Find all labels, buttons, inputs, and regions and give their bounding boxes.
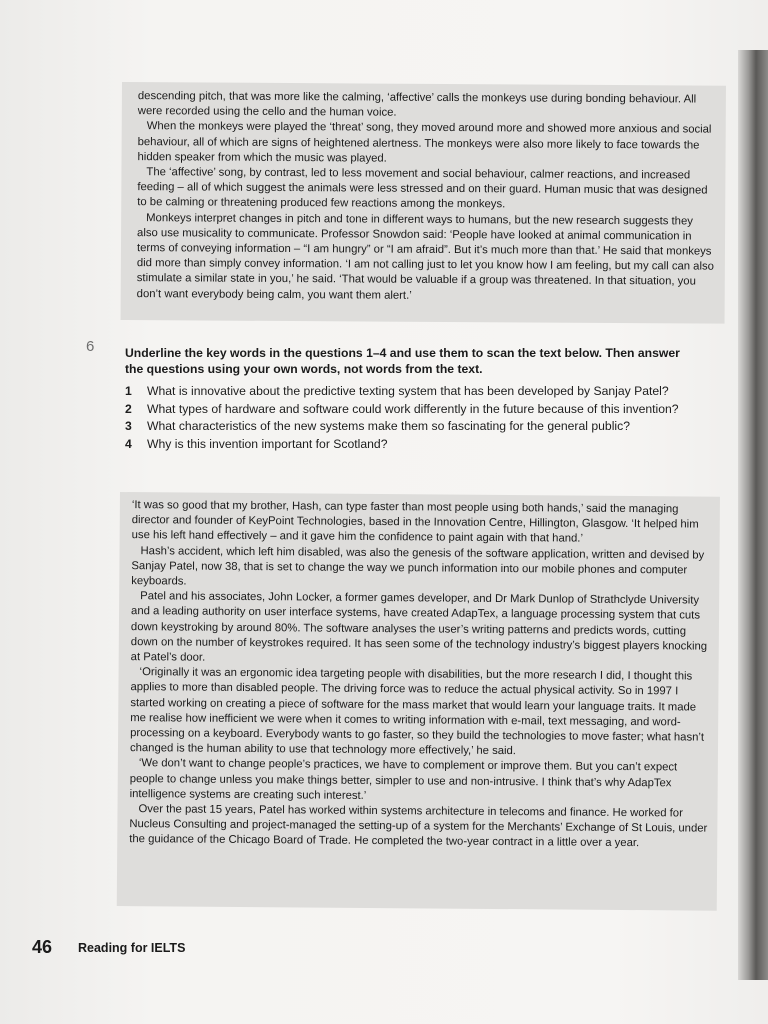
question-text: Why is this invention important for Scotland? bbox=[147, 436, 388, 451]
passage2-paragraph: ‘It was so good that my brother, Hash, can type faster than most people using both hands,’ said the managing director and founder of KeyPoint Technologies, based in the Innovation Centre, Hillington, Glasgow. ‘It helped him use his left hand effectively – and it gave him the confidence to paint again with that hand.’ bbox=[131, 499, 699, 546]
question-item bbox=[125, 437, 705, 453]
question-text: What types of hardware and software could work differently in the future because of this invention? bbox=[147, 401, 679, 416]
question-number: 2 bbox=[125, 401, 132, 416]
question-number: 4 bbox=[125, 436, 132, 451]
passage2-paragraph: ‘We don’t want to change people’s practices, we have to complement or improve them. But you can’t expect people to change unless you make things better, simpler to use and non-intrusive. I think that’s why AdapTex intelligence systems are creating such interest.’ bbox=[129, 757, 678, 802]
page-number: 46 bbox=[32, 937, 53, 957]
question-number: 1 bbox=[125, 384, 132, 398]
question-list bbox=[125, 384, 705, 454]
passage2-paragraph: Over the past 15 years, Patel has worked within systems architecture in telecoms and finance. He worked for Nucleus Consulting and project-managed the setting-up of a system for the Merchants’ Exchange of St Louis, under the guidance of the Chicago Board of Trade. He completed the two-year contract in a little over a year. bbox=[129, 803, 708, 850]
passage-adaptex bbox=[117, 492, 720, 911]
question-number: 3 bbox=[125, 419, 132, 433]
question-text: What characteristics of the new systems make them so fascinating for the general public? bbox=[147, 419, 630, 433]
question-item bbox=[125, 402, 705, 418]
book-spine-shadow bbox=[738, 50, 768, 980]
exercise-instruction: Underline the key words in the questions 1–4 and use them to scan the text below. Then answer the questions using your own words, not words from the text. bbox=[125, 346, 680, 376]
passage1-paragraph: descending pitch, that was more like the calming, ‘affective’ calls the monkeys use during bonding behaviour. All were recorded using the cello and the human voice. bbox=[137, 90, 697, 119]
exercise-number: 6 bbox=[86, 338, 95, 355]
question-item bbox=[125, 419, 705, 435]
passage2-paragraph: Patel and his associates, John Locker, a former games developer, and Dr Mark Dunlop of Strathclyde University and a leading authority on user interface systems, have created AdapTex, a language processing system that cuts down keystroking by around 80%. The software analyses the user’s writing patterns and predicts words, cutting down on the number of keystrokes required. It has seen some of the technology industry’s biggest players knocking at Patel’s door. bbox=[130, 590, 708, 664]
question-item bbox=[125, 384, 705, 400]
passage2-paragraph: Hash’s accident, which left him disabled, was also the genesis of the software application, written and devised by Sanjay Patel, now 38, that is set to change the way we punch information into our mobile phones and computer keyboards. bbox=[131, 544, 705, 588]
passage-monkeys bbox=[121, 82, 726, 324]
question-text: What is innovative about the predictive texting system that has been developed by Sanjay Patel? bbox=[147, 384, 669, 398]
book-title: Reading for IELTS bbox=[78, 941, 186, 955]
passage2-paragraph: ‘Originally it was an ergonomic idea targeting people with disabilities, but the more research I did, I thought this applies to more than disabled people. The driving force was to reduce the actual physical activity. So in 1997 I started working on creating a piece of software for the mass market that would learn your language traits. It made me realise how inefficient we were when it comes to writing information with e-mail, text messaging, and word-processing on a keyboard. Everybody wants to go faster, so they build the technologies to move faster; what hasn’t changed is the human ability to use that technology more effectively,’ he said. bbox=[129, 666, 705, 758]
passage1-paragraph: Monkeys interpret changes in pitch and tone in different ways to humans, but the new research suggests they also use musicality to communicate. Professor Snowdon said: ‘People have looked at animal communication in terms of conveying information – “I am hungry” or “I am afraid”. But it’s much more than that.’ He said that monkeys did more than simply convey information. ‘I am not calling just to let you know how I am feeling, but my call can also stimulate a similar state in you,’ he said. ‘That would be valuable if a group was threatened. In that situation, you don’t want everybody being calm, you want them alert.’ bbox=[136, 211, 714, 302]
passage1-paragraph: When the monkeys were played the ‘threat’ song, they moved around more and showed more anxious and social behaviour, all of which are signs of heightened alertness. The monkeys were also more likely to face towards the hidden speaker from which the music was played. bbox=[137, 120, 712, 165]
passage1-paragraph: The ‘affective’ song, by contrast, led to less movement and social behaviour, calmer reactions, and increased feeding – all of which suggest the animals were less stressed and on their guard. Human music that was designed to be calming or threatening produced few reactions among the monkeys. bbox=[137, 166, 708, 211]
